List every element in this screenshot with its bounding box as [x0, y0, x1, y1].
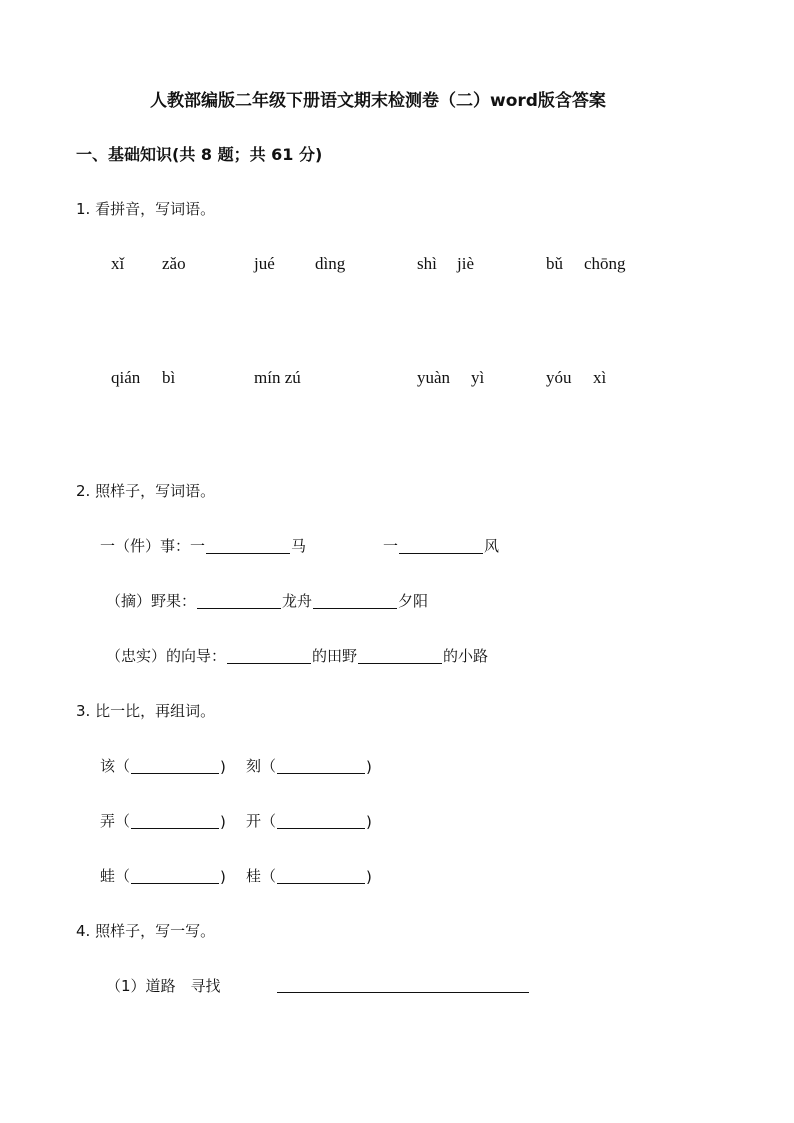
character: 该: [100, 757, 116, 775]
example-line: [106, 975, 221, 996]
word-text: 夕阳: [398, 592, 429, 610]
character: 弄: [100, 812, 116, 830]
close-paren: ): [366, 868, 372, 886]
word-text: 的小路: [443, 647, 489, 665]
pinyin: yuàn: [417, 368, 451, 387]
example-text: （忠实）的向导：: [106, 647, 227, 665]
open-paren: （: [115, 757, 131, 775]
answer-blank[interactable]: [277, 772, 365, 774]
pinyin: zǎo: [162, 254, 186, 273]
character: 蛙: [100, 867, 116, 885]
pinyin: mín zú: [254, 368, 301, 387]
pinyin: xì: [593, 368, 607, 387]
pinyin: xǐ: [111, 254, 125, 273]
close-paren: ): [366, 758, 372, 776]
answer-blank[interactable]: [227, 662, 311, 664]
character: 刻: [246, 757, 262, 775]
pinyin: qián: [111, 368, 141, 387]
compare-pair: [246, 865, 372, 886]
pinyin: jiè: [457, 254, 474, 273]
question-4-heading: 4. 照样子，写一写。: [76, 922, 216, 940]
word-text: 龙舟: [282, 592, 313, 610]
word-text: 风: [484, 537, 500, 555]
close-paren: ): [366, 813, 372, 831]
answer-blank[interactable]: [277, 882, 365, 884]
open-paren: （: [115, 812, 131, 830]
close-paren: ): [220, 813, 226, 831]
answer-blank[interactable]: [131, 882, 219, 884]
word-text: 一: [383, 537, 399, 555]
pinyin: yóu: [546, 368, 572, 387]
pinyin: bì: [162, 368, 176, 387]
pinyin: shì: [417, 254, 437, 273]
pinyin: jué: [254, 254, 275, 273]
example-text: （摘）野果：: [106, 592, 197, 610]
close-paren: ): [220, 758, 226, 776]
compare-pair: [246, 755, 372, 776]
open-paren: （: [261, 812, 277, 830]
pinyin: yì: [471, 368, 485, 387]
answer-blank[interactable]: [131, 827, 219, 829]
question-2-heading: 2. 照样子，写词语。: [76, 482, 216, 500]
open-paren: （: [261, 757, 277, 775]
answer-blank[interactable]: [313, 607, 397, 609]
example-text: （1）道路 寻找: [106, 977, 221, 995]
character: 桂: [246, 867, 262, 885]
word-text: 马: [291, 537, 307, 555]
example-text: 一（件）事：一: [100, 537, 206, 555]
answer-line: [106, 590, 428, 611]
compare-pair: [100, 810, 226, 831]
section-heading: 一、基础知识(共 8 题；共 61 分): [76, 145, 323, 164]
compare-pair: [100, 865, 226, 886]
answer-blank[interactable]: [277, 827, 365, 829]
answer-blank[interactable]: [131, 772, 219, 774]
answer-line: [100, 535, 306, 556]
answer-blank[interactable]: [277, 992, 529, 993]
answer-line: [383, 535, 499, 556]
compare-pair: [100, 755, 226, 776]
question-1-heading: 1. 看拼音，写词语。: [76, 200, 216, 218]
compare-pair: [246, 810, 372, 831]
answer-line: [106, 645, 488, 666]
open-paren: （: [261, 867, 277, 885]
pinyin: bǔ: [546, 254, 563, 273]
page-title: 人教部编版二年级下册语文期末检测卷（二）word版含答案: [150, 91, 606, 111]
open-paren: （: [115, 867, 131, 885]
answer-blank[interactable]: [399, 552, 483, 554]
pinyin: chōng: [584, 254, 626, 273]
close-paren: ): [220, 868, 226, 886]
question-3-heading: 3. 比一比，再组词。: [76, 702, 216, 720]
answer-blank[interactable]: [206, 552, 290, 554]
answer-blank[interactable]: [197, 607, 281, 609]
word-text: 的田野: [312, 647, 358, 665]
answer-blank[interactable]: [358, 662, 442, 664]
pinyin: dìng: [315, 254, 346, 273]
character: 开: [246, 812, 262, 830]
